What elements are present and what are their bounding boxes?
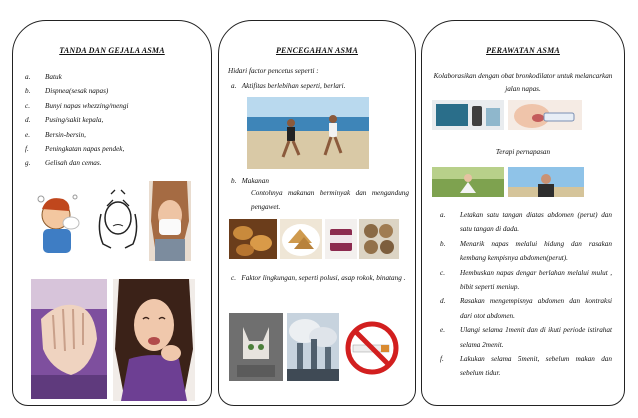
prevention-item-b-title: b. Makanan xyxy=(231,177,269,185)
no-smoking-icon xyxy=(341,315,403,381)
list-item: f. Lakukan selama 5menit, sebelum makan dan sebelum tidur. xyxy=(440,355,612,378)
list-item: c. Hembuskan napas dengar berlahan melalui mulut , bibit seperti meniup. xyxy=(440,268,612,292)
panel-treatment xyxy=(421,20,625,406)
fried-food-image xyxy=(229,219,277,259)
list-item: c. Bunyi napas whezzing/mengi xyxy=(25,101,129,110)
prevention-item-b-body: Contohnya makanan berminyak dan mengandung pengawet. xyxy=(251,189,409,211)
therapy-title: Terapi pernapasan xyxy=(495,148,551,156)
pollution-factory-image xyxy=(287,313,339,381)
list-item: a. Batuk xyxy=(25,73,62,81)
symptom-list xyxy=(25,70,205,171)
prevention-title: PENCEGAHAN ASMA xyxy=(275,46,359,55)
prevention-item-c: c. Faktor lingkungan, seperti polusi, asap rokok, binatang . xyxy=(231,274,406,282)
headache-drawing-image xyxy=(93,186,143,256)
breathing-man-image xyxy=(508,167,584,197)
list-item: b. Menarik napas melalui hidung dan rasakan kembang kempisnya abdomen(perut). xyxy=(440,239,612,263)
cat-image xyxy=(229,313,283,381)
hands-chest-image xyxy=(31,279,107,399)
treatment-intro: Kolaborasikan dengan obat bronkodilator untuk melancarkan jalan napas. xyxy=(433,72,613,93)
medicine-image xyxy=(432,100,504,130)
sneezing-woman-image xyxy=(149,181,191,261)
beach-runners-image xyxy=(247,97,369,169)
list-item: f. Peningkatan napas pendek, xyxy=(25,145,125,154)
therapy-steps xyxy=(440,208,612,381)
treatment-title: PERAWATAN ASMA xyxy=(486,46,560,55)
inhaler-use-image xyxy=(508,100,582,130)
canned-food-image xyxy=(325,219,357,259)
list-item: b. Dispnea(sesak napas) xyxy=(25,87,109,96)
list-item: d. Rasakan mengempisnya abdomen dan kontraksi dari otot abdomen. xyxy=(440,297,612,320)
list-item: d. Pusing/sakit kepala, xyxy=(25,116,104,125)
coughing-woman-image xyxy=(113,279,195,401)
meditation-image xyxy=(432,167,504,197)
list-item: g. Gelisah dan cemas. xyxy=(25,159,102,168)
meatballs-image xyxy=(359,219,399,259)
list-item: e. Ulangi selama 1menit dan di ikuti periode istirahat selama 2menit. xyxy=(440,326,612,349)
prevention-intro: Hidari factor pencetus seperti : xyxy=(228,67,319,75)
panel-prevention xyxy=(218,20,416,406)
snack-plate-image xyxy=(280,219,322,259)
symptoms-title: TANDA DAN GEJALA ASMA xyxy=(59,46,165,55)
coughing-cartoon-image xyxy=(33,189,83,255)
list-item: a. Letakan satu tangan diatas abdomen (perut) dan satu tangan di dada. xyxy=(440,211,612,234)
list-item: e. Bersin-bersin, xyxy=(25,130,86,139)
panel-symptoms xyxy=(12,20,212,406)
prevention-item-a: a. Aktifitas berlebihan seperti, berlari. xyxy=(231,82,346,90)
